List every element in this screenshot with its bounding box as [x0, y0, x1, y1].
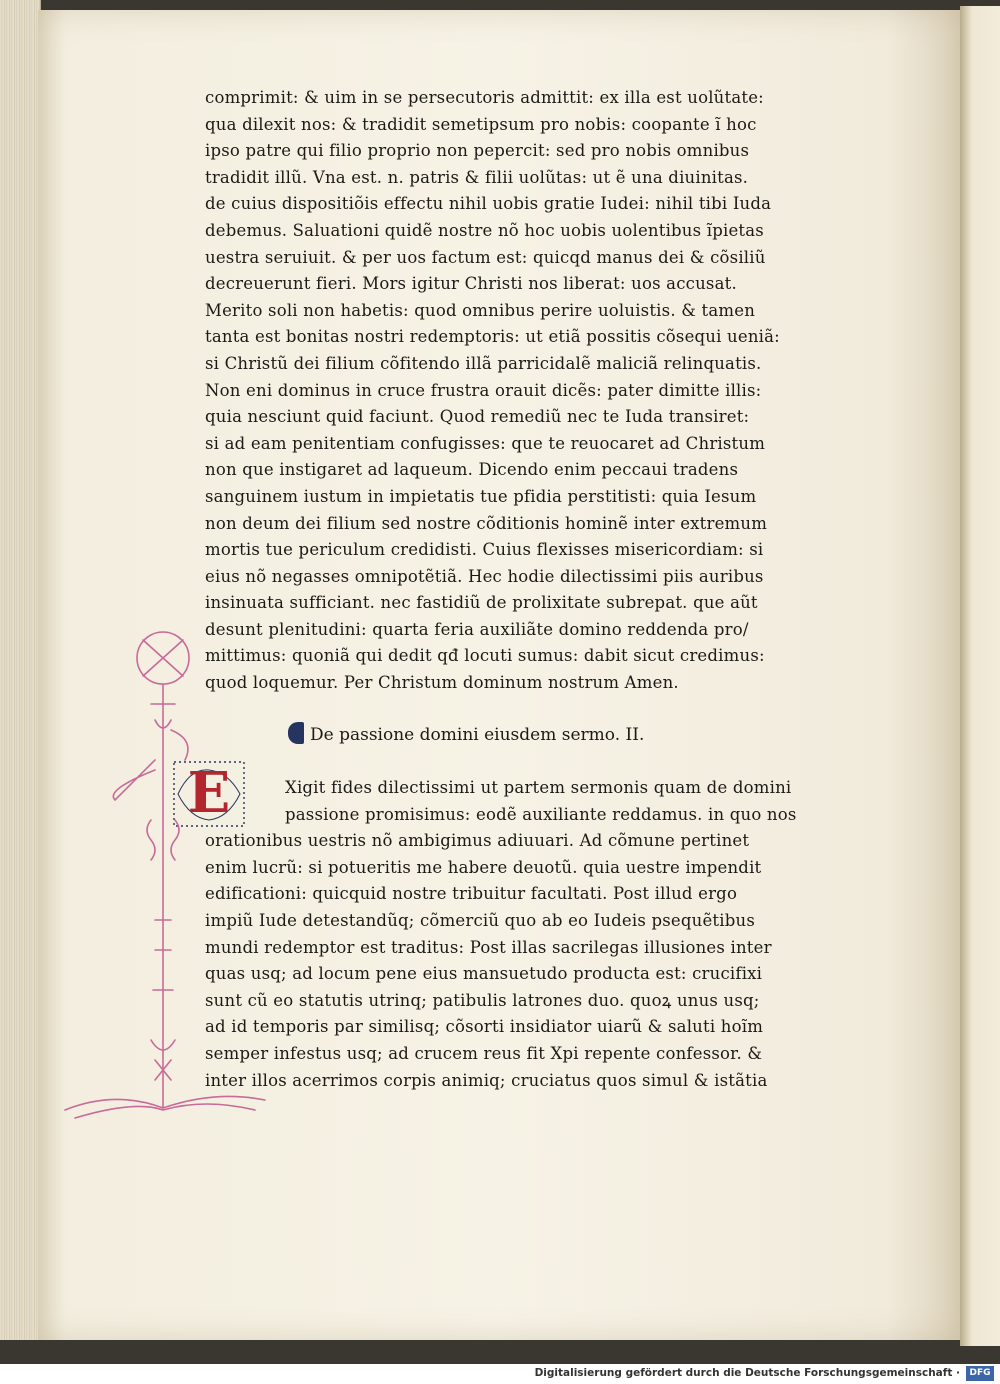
marginalia-drawing-icon: [55, 620, 285, 1130]
decorated-initial: E: [187, 760, 231, 826]
text-line: sunt cũ eo statutis utrinq; patibulis latrones duo. quoꝝ unus usq;: [205, 990, 760, 1010]
text-line: Merito soli non habetis: quod omnibus perire uoluistis. & tamen: [205, 300, 756, 320]
text-line: desunt plenitudini: quarta feria auxiliãte domino reddenda pro/: [205, 619, 749, 639]
text-line: passione promisimus: eodẽ auxiliante reddamus. in quo nos: [285, 804, 797, 824]
text-line: quod loquemur. Per Christum dominum nostrum Amen.: [205, 673, 679, 693]
text-line: sanguinem iustum in impietatis tue pfidia perstitisti: quia Iesum: [205, 486, 757, 506]
text-line: inter illos acerrimos corpis animiq; cruciatus quos simul & istãtia: [205, 1070, 768, 1090]
text-line: mortis tue periculum credidisti. Cuius flexisses misericordiam: si: [205, 540, 764, 560]
heading-text: De passione domini eiusdem sermo. II.: [310, 725, 645, 745]
text-line: Xigit fides dilectissimi ut partem sermonis quam de domini: [285, 778, 792, 797]
text-line: eius nõ negasses omnipotẽtiã. Hec hodie dilectissimi piis auribus: [205, 566, 764, 586]
text-line: Non eni dominus in cruce frustra orauit dicẽs: pater dimitte illis:: [205, 380, 762, 400]
text-line: uestra seruiuit. & per uos factum est: quicqd manus dei & cõsiliũ: [205, 247, 766, 267]
text-line: tradidit illũ. Vna est. n. patris & filii uolũtas: ut ẽ una diuinitas.: [205, 167, 749, 187]
text-line: insinuata sufficiant. nec fastidiũ de prolixitate subrepat. que aũt: [205, 593, 758, 613]
text-line: quas usq; ad locum pene eius mansuetudo producta est: crucifixi: [205, 964, 763, 984]
dfg-logo: DFG: [966, 1366, 994, 1381]
text-line: comprimit: & uim in se persecutoris admittit: ex illa est uolũtate:: [205, 88, 764, 107]
text-line: decreuerunt fieri. Mors igitur Christi nos liberat: uos accusat.: [205, 274, 737, 294]
text-line: edificationi: quicquid nostre tribuitur facultati. Post illud ergo: [205, 884, 738, 904]
text-line: orationibus uestris nõ ambigimus adiuuari. Ad cõmune pertinet: [205, 831, 750, 851]
page-edges: [0, 0, 41, 1340]
text-line: non que instigaret ad laqueum. Dicendo enim peccaui tradens: [205, 460, 739, 480]
text-line: enim lucrũ: si potueritis me habere deuotũ. quia uestre impendit: [205, 857, 762, 877]
footer-credit: Digitalisierung gefördert durch die Deutsche Forschungsgemeinschaft ·: [534, 1367, 960, 1379]
footer-bar: [0, 1364, 1000, 1384]
main-text-block: [205, 85, 825, 697]
paragraph-mark-icon: [288, 722, 304, 744]
text-line: ipso patre qui filio proprio non pepercit: sed pro nobis omnibus: [205, 141, 750, 161]
text-line: qua dilexit nos: & tradidit semetipsum pro nobis: coopante ĩ hoc: [205, 114, 757, 134]
text-line: debemus. Saluationi quidẽ nostre nõ hoc uobis uolentibus ĩpietas: [205, 220, 764, 240]
section2-text-block: [205, 775, 825, 1094]
text-line: mundi redemptor est traditus: Post illas sacrilegas illusiones inter: [205, 937, 772, 957]
text-line: de cuius dispositiõis effectu nihil uobis gratie Iudei: nihil tibi Iuda: [205, 194, 772, 214]
text-line: impiũ Iude detestandũq; cõmerciũ quo ab eo Iudeis psequẽtibus: [205, 910, 755, 930]
text-line: quia nesciunt quid faciunt. Quod remediũ nec te Iuda transiret:: [205, 407, 750, 427]
text-line: tanta est bonitas nostri redemptoris: ut etiã possitis cõsequi ueniã:: [205, 327, 780, 347]
facing-page-edge: [960, 6, 1000, 1346]
sermon-heading: [288, 720, 644, 750]
text-line: semper infestus usq; ad crucem reus fit Xpi repente confessor. &: [205, 1043, 763, 1063]
text-line: si ad eam penitentiam confugisses: que te reuocaret ad Christum: [205, 433, 766, 453]
text-line: non deum dei filium sed nostre cõditionis hominẽ inter extremum: [205, 513, 768, 533]
text-line: si Christũ dei filium cõfitendo illã parricidalẽ maliciã relinquatis.: [205, 353, 762, 373]
text-line: ad id temporis par similisq; cõsorti insidiator uiarũ & saluti hoĩm: [205, 1017, 764, 1037]
text-line: mittimus: quoniã qui dedit qđ locuti sumus: dabit sicut credimus:: [205, 646, 765, 666]
